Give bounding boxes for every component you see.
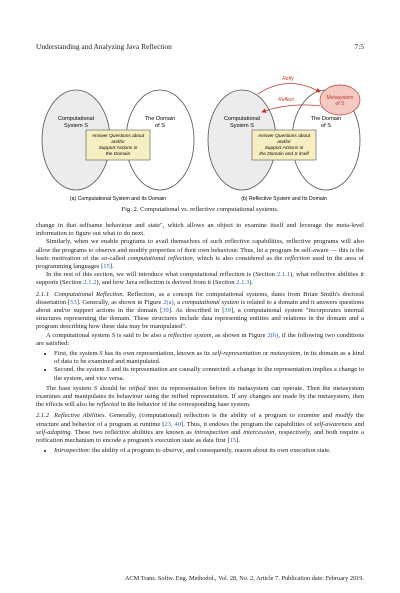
p1-text: change in that selfsame behaviour and state", which allows an object to examine itself and leverage the meta-level information to figure out what to do next. (36, 222, 364, 238)
figure-2 (36, 70, 364, 202)
citation-link[interactable]: 15 (103, 263, 110, 271)
s212-term-2: modify (335, 412, 354, 420)
p2-text-3: used in the area of programming languages [ (36, 254, 364, 271)
b3-term-2: observe (162, 447, 183, 455)
s212-term-3: self-awareness (313, 420, 353, 428)
page-number: 7:5 (354, 42, 364, 51)
p2-term-2: reflection (284, 254, 310, 262)
panel-b-system-label-1: Computational (223, 116, 261, 122)
panel-b-action-4: the Domain and S itself (259, 152, 309, 157)
reify-label: Reify (282, 76, 294, 82)
p3-text-2: ), what reflective abilities it supports (Section (36, 271, 365, 287)
paragraph-3 (36, 271, 364, 287)
b3-text: : the ability of a program to (88, 447, 163, 455)
paragraph-1 (36, 222, 364, 238)
citation-link[interactable]: 15 (229, 437, 237, 445)
b3-term: Introspection (54, 447, 89, 455)
s212-text-6: . These two reflective abilities are known as (70, 428, 195, 436)
b2-text-2: and its representation are causally connected: a change to the representation implies a change to the system, and vice versa. (54, 366, 364, 382)
s211-text-4: is related to a domain and it answers questions about and/or support actions in the domain [ (36, 298, 364, 315)
section-link[interactable]: 2.1.3 (236, 279, 250, 287)
running-title: Understanding and Analyzing Java Reflection (36, 42, 172, 51)
reflect-label: Reflect (278, 97, 294, 103)
b1-text-2: has its own representation, known as its (102, 350, 212, 358)
p6-term: reified (128, 384, 146, 392)
section-2-1-2 (36, 412, 364, 445)
p6-term-2: reflected (96, 401, 120, 409)
s212-text: Generally, (computational) reflection is the ability of a program to (106, 412, 298, 420)
p5-text-2: is said to be also a (115, 331, 168, 339)
s212-text-5: and (352, 420, 364, 428)
p5-text-4: , if the following two conditions are satisfied: (36, 331, 365, 347)
s212-term: examine (297, 412, 320, 420)
citation-link[interactable]: 39 (162, 307, 169, 315)
p6-text-4: in the behavior of the corresponding base system. (119, 401, 251, 409)
p5-term: reflective system (168, 331, 212, 339)
s211-text-2: ]. Generally, as shown in Figure (76, 298, 164, 306)
citation-link[interactable]: 53 (70, 298, 77, 306)
s212-term-5: introspection (194, 428, 229, 436)
s212-text-4: ]. Thus, it endows the program the capabilities of (181, 420, 314, 428)
p3-text-3: ), and how Java reflection is derived from it (Section (96, 279, 237, 287)
s212-text-8: , respectively, and both require a reification mechanism to encode a program's execution state as data first [ (36, 428, 364, 445)
figure-link[interactable]: 2(b) (267, 331, 279, 339)
panel-a-action-3: Support Actions in (98, 146, 138, 151)
s211-text-3: , a (173, 298, 182, 306)
metasystem-label-2: of S (335, 101, 345, 107)
panel-a-action-1: Answer Questions about (91, 134, 145, 139)
reify-arrow (258, 83, 320, 94)
panel-a-action-2: and/or (111, 140, 125, 145)
panel-b-action-2: and/or (277, 140, 291, 145)
s211-term: computational system (181, 298, 239, 306)
panel-b-system-label-2: System S (230, 123, 254, 129)
s212-text-2: and (319, 412, 336, 420)
b1-term-2: metasystem (270, 350, 301, 358)
panel-b (208, 76, 360, 202)
p2-text-4: ]. (109, 263, 114, 271)
symbol-s: S (99, 350, 103, 358)
section-number: 2.1.2 (36, 412, 50, 420)
p2-term: computational reflection (127, 254, 193, 262)
p2-text: Similarly, when we enable programs to avail themselves of such reflective capabilities, reflective programs will also allow the programs to observe and modify properties of their own behaviour. Thus, let a program be self-aware — this is the basic motivation of the so-called (36, 238, 364, 262)
section-2-1-1 (36, 291, 364, 332)
symbol-s: S (93, 384, 98, 392)
conditions-list (36, 350, 364, 383)
panel-b-action-3: Support Actions in (264, 146, 304, 151)
b1-text-4: , in its domain as a kind of data to be examined and manipulated. (54, 350, 364, 366)
p6-text-2: should be (97, 384, 129, 392)
s211-text: Reflection, as a concept for computational systems, dates from Brian Smith's doctoral dissertation [ (36, 290, 364, 306)
section-link[interactable]: 2.1.1 (277, 271, 291, 279)
figure-caption: Fig. 2. Computational vs. reflective computational systems. (121, 206, 279, 213)
panel-a-subcaption: (a) Computational System and Its Domain (69, 196, 167, 202)
p2-text-2: , which is also considered as the (192, 254, 285, 262)
body-text (36, 222, 364, 457)
list-item (54, 447, 364, 455)
panel-a-domain-label-1: The Domain (144, 116, 176, 122)
b1-text-3: or (260, 350, 271, 358)
symbol-s: S (106, 366, 110, 374)
panel-a-action-4: the Domain (105, 152, 131, 157)
page-footer: ACM Trans. Softw. Eng. Methodol., Vol. 28, No. 2, Article 7. Publication date: February 2019. (124, 575, 364, 582)
paragraph-5 (36, 332, 364, 348)
section-title: Computational Reflection. (54, 290, 125, 298)
s212-text-7: and (228, 428, 244, 436)
metasystem-label-1: Metasystem (326, 95, 354, 101)
p6-text-3: into its representation before its metasystem can operate. Then the metasystem examines and manipulates its behaviour using the reified representation. If any changes are made by the metasystem, then the effects will also be (36, 384, 364, 409)
paragraph-2 (36, 238, 364, 271)
section-title: Reflective Abilities. (54, 412, 107, 420)
b2-text: Second, the system (54, 366, 107, 374)
panel-a-domain-label-2: of S (155, 123, 165, 129)
citation-link[interactable]: 39 (224, 307, 231, 315)
panel-a-system-label-1: Computational (57, 116, 95, 122)
panel-b-action-1: Answer Questions about (257, 134, 311, 139)
s212-term-4: self-adapting (36, 428, 71, 436)
panel-b-domain-label-2: of S (321, 123, 331, 129)
panel-b-subcaption: (b) Reflective System and Its Domain (241, 196, 327, 202)
b3-text-2: , and consequently, reason about its own execution state. (182, 447, 331, 455)
list-item (54, 350, 364, 366)
figure-diagram (36, 70, 364, 202)
paragraph-6 (36, 385, 364, 410)
s212-text-9: ]. (236, 437, 241, 445)
b1-text: First, the system (54, 350, 100, 358)
panel-a (42, 90, 194, 202)
section-link[interactable]: 2.1.2 (83, 279, 97, 287)
p5-text: A computational system (46, 331, 112, 339)
panel-b-domain-label-1: The Domain (310, 116, 342, 122)
abilities-list (36, 447, 364, 455)
list-item (54, 366, 364, 382)
p3-text: In the rest of this section, we will introduce what computational reflection is (Section (46, 271, 277, 279)
s212-text-3: the structure and behavior of a program at runtime [ (36, 412, 365, 428)
figure-link[interactable]: 2(a) (163, 298, 174, 306)
citation-link[interactable]: 23, 40 (164, 420, 182, 428)
symbol-s: S (111, 331, 116, 339)
p6-text: The base system (46, 384, 94, 392)
s212-term-6: intercession (243, 428, 275, 436)
s211-text-5: ]. As described in [ (168, 307, 225, 315)
running-header (36, 42, 364, 54)
p5-text-3: , as shown in Figure (211, 331, 268, 339)
b1-term: self-representation (211, 350, 261, 358)
section-number: 2.1.1 (36, 290, 50, 298)
panel-a-system-label-2: System S (64, 123, 88, 129)
p3-text-4: ). (249, 279, 254, 287)
s211-text-6: ], a computational system "incorporates internal structures representing the domain. These structures include data representing entities and relations in the domain and a program describing how these data may be manipulated". (36, 307, 364, 331)
